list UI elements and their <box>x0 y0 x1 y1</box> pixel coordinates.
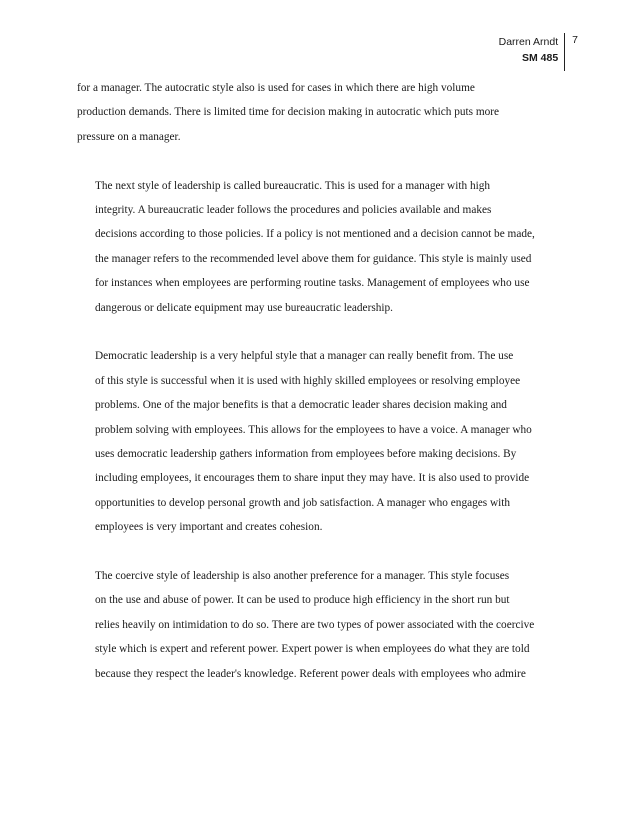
text-line: for instances when employees are performing routine tasks. Management of employees who use <box>95 277 530 290</box>
text-line: opportunities to develop personal growth and job satisfaction. A manager who engages with <box>95 496 511 509</box>
text-line: problem solving with employees. This allows for the employees to have a voice. A manager who <box>95 423 532 436</box>
text-line: relies heavily on intimidation to do so. There are two types of power associated with the coercive <box>95 618 535 631</box>
text-line: for a manager. The autocratic style also is used for cases in which there are high volume <box>77 82 475 94</box>
text-line: the manager refers to the recommended level above them for guidance. This style is mainly used <box>95 252 532 265</box>
text-line: Democratic leadership is a very helpful style that a manager can really benefit from. The use <box>95 350 514 363</box>
text-line: dangerous or delicate equipment may use bureaucratic leadership. <box>95 301 393 314</box>
paragraph <box>77 564 577 686</box>
paragraph <box>77 174 577 320</box>
text-line: The coercive style of leadership is also another preference for a manager. This style focuses <box>95 570 510 583</box>
text-line: production demands. There is limited time for decision making in autocratic which puts more <box>77 106 500 119</box>
header-author-block <box>499 33 565 66</box>
paragraph <box>77 344 577 539</box>
text-line: decisions according to those policies. If a policy is not mentioned and a decision cannot be made, <box>95 228 535 241</box>
text-line: including employees, it encourages them to share input they may have. It is also used to provide <box>95 472 530 485</box>
text-line: style which is expert and referent power. Expert power is when employees do what they are told <box>95 643 530 656</box>
page-number: 7 <box>572 34 578 46</box>
author-name: Darren Arndt <box>498 36 559 48</box>
paragraph <box>77 76 577 149</box>
text-line: problems. One of the major benefits is that a democratic leader shares decision making and <box>95 399 507 412</box>
running-header <box>499 33 578 71</box>
document-body <box>77 76 577 711</box>
text-line: pressure on a manager. <box>77 130 181 143</box>
text-line: on the use and abuse of power. It can be used to produce high efficiency in the short run but <box>95 594 510 607</box>
text-line: of this style is successful when it is used with highly skilled employees or resolving employee <box>95 374 521 387</box>
text-line: employees is very important and creates cohesion. <box>95 521 323 534</box>
text-line: integrity. A bureaucratic leader follows the procedures and policies available and makes <box>95 204 492 217</box>
text-line: because they respect the leader's knowledge. Referent power deals with employees who admire <box>95 667 526 680</box>
text-line: uses democratic leadership gathers information from employees before making decisions. By <box>95 448 517 461</box>
text-line: The next style of leadership is called bureaucratic. This is used for a manager with high <box>95 179 491 192</box>
course-code: SM 485 <box>521 52 559 64</box>
